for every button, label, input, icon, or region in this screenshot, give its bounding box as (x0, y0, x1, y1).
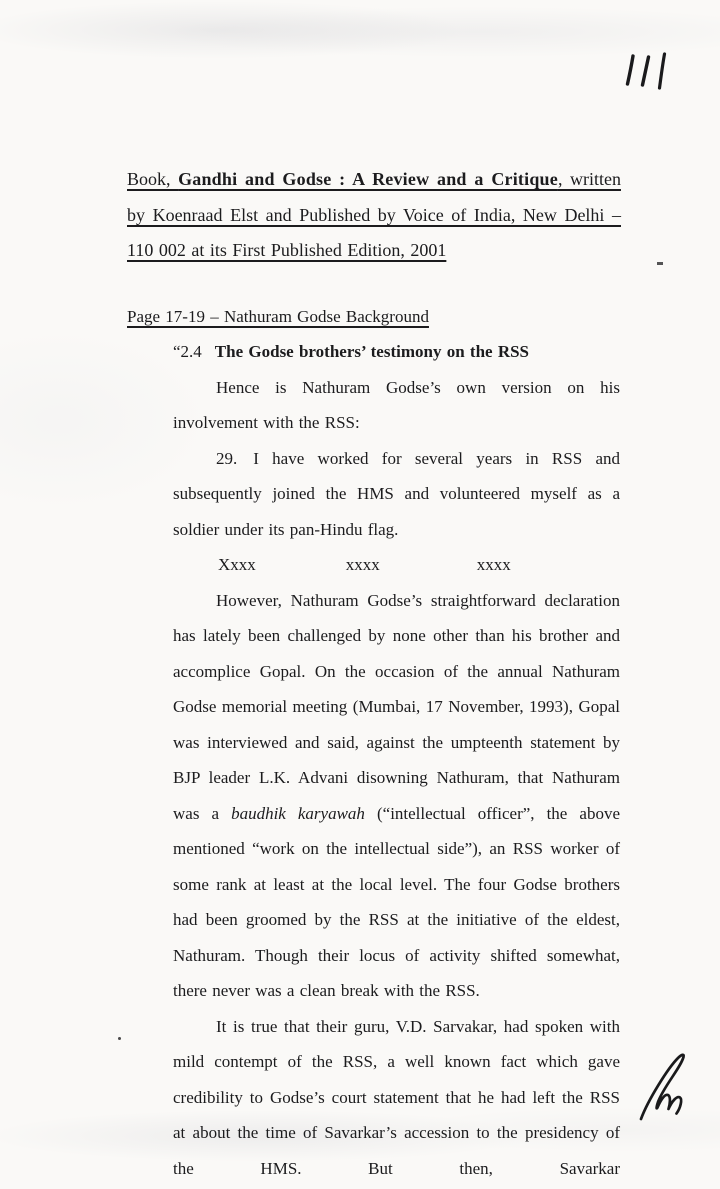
paragraph-main (173, 583, 620, 1009)
separator-mark: xxxx (345, 555, 380, 574)
section-heading: Page 17-19 – Nathuram Godse Background (127, 306, 429, 326)
italic-term: baudhik karyawah (231, 803, 365, 823)
item-number: 29. (216, 448, 238, 468)
clause-number: “2.4 (173, 342, 202, 361)
title-prefix: Book, (127, 169, 179, 189)
paragraph-intro: Hence is Nathuram Godse’s own version on his involvement with the RSS: (173, 377, 620, 432)
paragraph-item-29 (173, 441, 620, 548)
paragraph-main-text-2: (“intellectual officer”, the above mentioned “work on the intellectual side”), an RSS worker of some rank at least at the local level. The four Godse brothers had been groomed by the RSS at the initiative of the eldest, Nathuram. Though their locus of activity shifted somewhat, there never was a clean break with the RSS. (173, 803, 620, 1000)
clause-heading: The Godse brothers’ testimony on the RSS (214, 342, 530, 361)
quoted-passage (173, 334, 620, 1186)
section-separator (173, 547, 620, 583)
stray-ink-dash (657, 262, 663, 265)
title-suffix: , written by Koenraad Elst and Published by Voice of India, New Delhi – 110 002 at its First Published Edition, 2001 (127, 169, 621, 260)
clause-heading-line (173, 334, 620, 370)
paragraph-last: It is true that their guru, V.D. Sarvakar, had spoken with mild contempt of the RSS, a well known fact which gave credibility to Godse’s court statement that he had left the RSS at about the time of Savarkar’s accession to the presidency of the HMS. But then, Savarkar (173, 1016, 620, 1178)
paragraph-main-text-1: However, Nathuram Godse’s straightforward declaration has lately been challenged by none other than his brother and accomplice Gopal. On the occasion of the annual Nathuram Godse memorial meeting (Mumbai, 17 November, 1993), Gopal was interviewed and said, against the umpteenth statement by BJP leader L.K. Advani disowning Nathuram, that Nathuram was a (173, 590, 620, 823)
handwritten-initial (628, 1042, 708, 1142)
separator-mark: Xxxx (218, 555, 256, 574)
separator-mark: xxxx (476, 555, 511, 574)
item-text: I have worked for several years in RSS and subsequently joined the HMS and volunteered myself as a soldier under its pan-Hindu flag. (173, 448, 620, 539)
handwritten-page-number (616, 44, 686, 96)
document-title (127, 162, 621, 269)
book-title: Gandhi and Godse : A Review and a Critique (178, 169, 558, 189)
stray-ink-dot (118, 1037, 121, 1040)
document-body (127, 162, 621, 1186)
